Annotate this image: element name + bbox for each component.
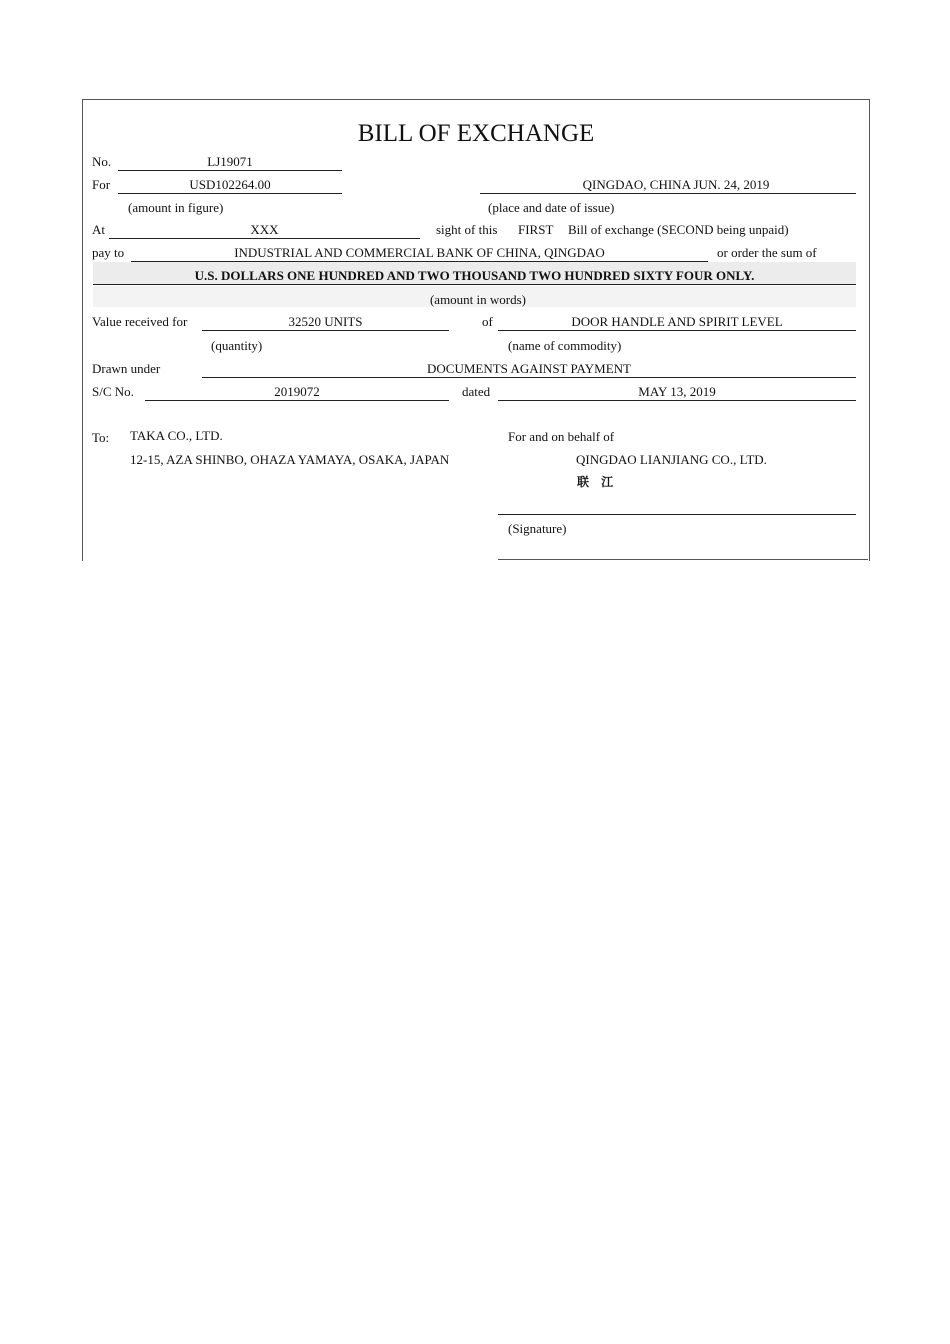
value-received-label: Value received for bbox=[92, 314, 188, 329]
of-label: of bbox=[482, 314, 493, 329]
issue-caption: (place and date of issue) bbox=[488, 200, 615, 215]
quantity-value: 32520 UNITS bbox=[202, 314, 449, 331]
issue-place-date-text: QINGDAO, CHINA JUN. 24, 2019 bbox=[582, 177, 770, 192]
amount-figure-value: USD102264.00 bbox=[118, 177, 342, 194]
at-label: At bbox=[92, 222, 105, 237]
amount-words-value: U.S. DOLLARS ONE HUNDRED AND TWO THOUSAND TWO HUNDRED SIXTY FOUR ONLY. bbox=[93, 268, 856, 285]
signature-caption: (Signature) bbox=[508, 521, 567, 536]
drawee-address: 12-15, AZA SHINBO, OHAZA YAMAYA, OSAKA, JAPAN bbox=[130, 452, 450, 467]
dated-label: dated bbox=[462, 384, 491, 399]
commodity-value: DOOR HANDLE AND SPIRIT LEVEL bbox=[498, 314, 856, 331]
first-label: FIRST bbox=[518, 222, 554, 237]
to-label: To: bbox=[92, 430, 110, 445]
drawer-company: QINGDAO LIANJIANG CO., LTD. bbox=[576, 452, 767, 467]
pay-to-label: pay to bbox=[92, 245, 125, 260]
amount-figure-caption: (amount in figure) bbox=[128, 200, 224, 215]
commodity-caption: (name of commodity) bbox=[508, 338, 622, 353]
for-label: For bbox=[92, 177, 111, 192]
tenor-value: XXX bbox=[109, 222, 420, 239]
order-sum-text: or order the sum of bbox=[717, 245, 817, 260]
payee-value: INDUSTRIAL AND COMMERCIAL BANK OF CHINA, QINGDAO bbox=[131, 245, 708, 262]
drawn-under-value: DOCUMENTS AGAINST PAYMENT bbox=[202, 361, 856, 378]
no-value: LJ19071 bbox=[118, 154, 342, 171]
sight-text: sight of this bbox=[436, 222, 498, 237]
sc-no-value: 2019072 bbox=[145, 384, 449, 401]
drawn-under-label: Drawn under bbox=[92, 361, 161, 376]
document-title: BILL OF EXCHANGE bbox=[357, 120, 595, 147]
amount-words-caption: (amount in words) bbox=[429, 292, 527, 307]
issue-place-date bbox=[480, 177, 856, 194]
no-label: No. bbox=[92, 154, 112, 169]
signature-line bbox=[498, 514, 856, 515]
exchange-text: Bill of exchange (SECOND being unpaid) bbox=[568, 222, 789, 237]
drawee-name: TAKA CO., LTD. bbox=[130, 428, 223, 443]
quantity-caption: (quantity) bbox=[211, 338, 263, 353]
dated-value: MAY 13, 2019 bbox=[498, 384, 856, 401]
behalf-label: For and on behalf of bbox=[508, 429, 615, 444]
signature-box-bottom-line bbox=[498, 559, 868, 560]
sc-no-label: S/C No. bbox=[92, 384, 134, 399]
company-chop: 联 江 bbox=[577, 475, 618, 489]
